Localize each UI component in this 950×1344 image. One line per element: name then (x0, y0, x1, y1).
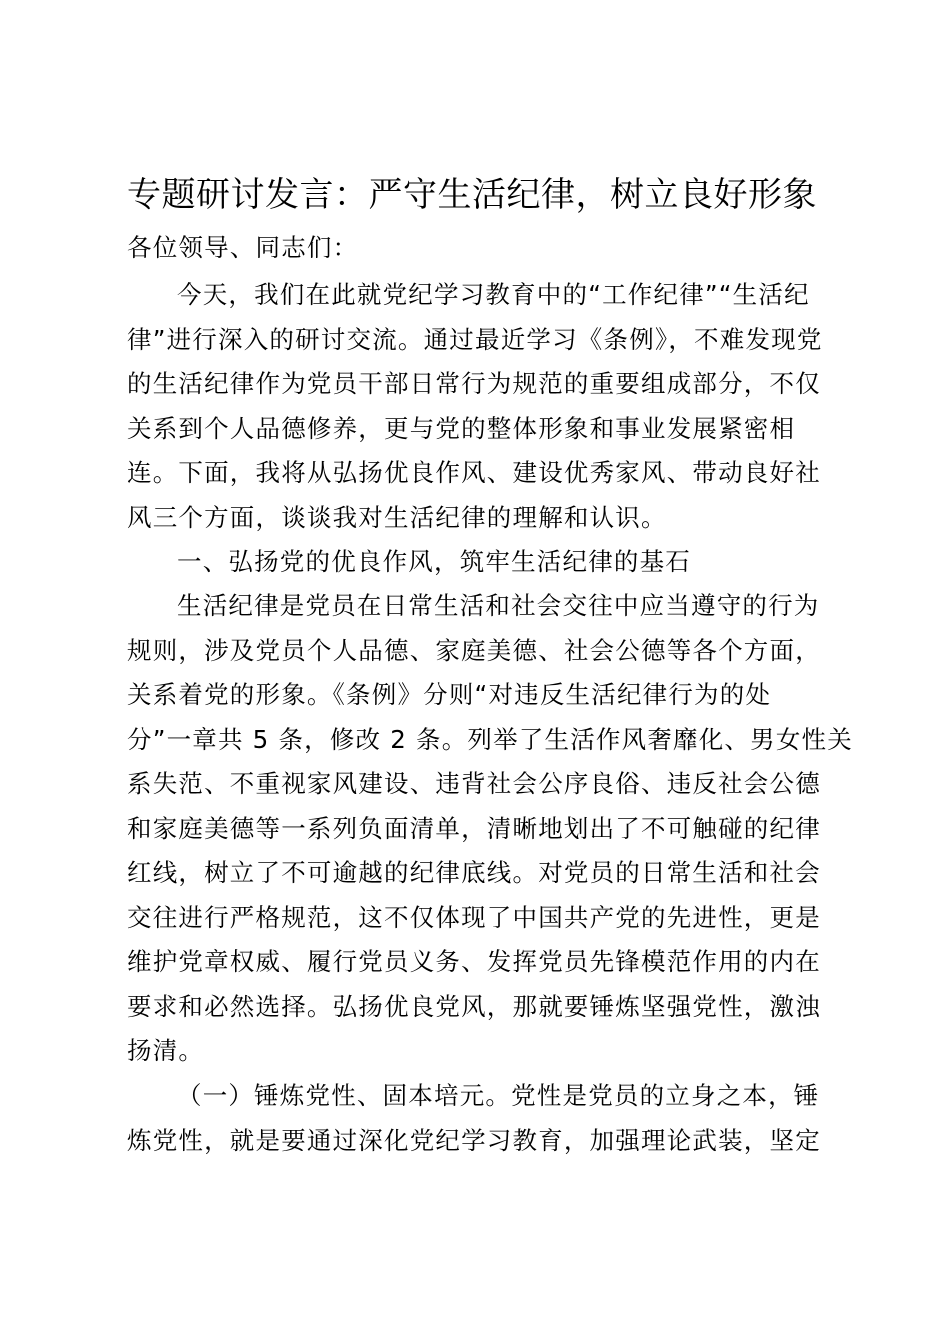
paragraph-line: 生活纪律是党员在日常生活和社会交往中应当遵守的行为 (177, 591, 820, 620)
paragraph-line: 炼党性，就是要通过深化党纪学习教育，加强理论武装，坚定 (127, 1125, 821, 1155)
section-heading (127, 540, 837, 585)
paragraph-line: 系失范、不重视家风建设、违背社会公序良俗、违反社会公德 (127, 769, 821, 798)
paragraph-intro (127, 273, 837, 540)
paragraph-line: 分”一章共 5 条，修改 2 条。列举了生活作风奢靡化、男女性关 (127, 724, 853, 754)
paragraph-line: 维护党章权威、履行党员义务、发挥党员先锋模范作用的内在 (127, 947, 821, 976)
paragraph-line: 风三个方面，谈谈我对生活纪律的理解和认识。 (127, 502, 667, 532)
paragraph-line: 扬清。 (127, 1036, 205, 1065)
paragraph-line: 关系着党的形象。《条例》分则“对违反生活纪律行为的处 (127, 680, 772, 709)
paragraph-line: 要求和必然选择。弘扬优良党风，那就要锤炼坚强党性，激浊 (127, 991, 821, 1021)
paragraph-line: 关系到个人品德修养，更与党的整体形象和事业发展紧密相 (127, 413, 796, 443)
paragraph-body (127, 584, 853, 1074)
paragraph-line: 律”进行深入的研讨交流。通过最近学习《条例》，不难发现党 (127, 324, 823, 354)
paragraph-line: 交往进行严格规范，这不仅体现了中国共产党的先进性，更是 (127, 902, 821, 932)
paragraph-line: 今天，我们在此就党纪学习教育中的“工作纪律”“生活纪 (177, 280, 810, 309)
salutation: 各位领导、同志们： (127, 233, 359, 262)
paragraph-line: 的生活纪律作为党员干部日常行为规范的重要组成部分，不仅 (127, 369, 821, 398)
paragraph-line: 和家庭美德等一系列负面清单，清晰地划出了不可触碰的纪律 (127, 813, 821, 843)
paragraph-line: 红线，树立了不可逾越的纪律底线。对党员的日常生活和社会 (127, 858, 821, 887)
paragraph-subsection (127, 1074, 837, 1163)
paragraph-line: 规则，涉及党员个人品德、家庭美德、社会公德等各个方面， (127, 635, 821, 665)
paragraph-line: 连。下面，我将从弘扬优良作风、建设优秀家风、带动良好社 (127, 458, 821, 487)
section-heading-text: 一、弘扬党的优良作风，筑牢生活纪律的基石 (177, 547, 691, 576)
paragraph-line: （一）锤炼党性、固本培元。党性是党员的立身之本，锤 (177, 1081, 820, 1110)
document-title: 专题研讨发言：严守生活纪律，树立良好形象 (127, 175, 817, 215)
